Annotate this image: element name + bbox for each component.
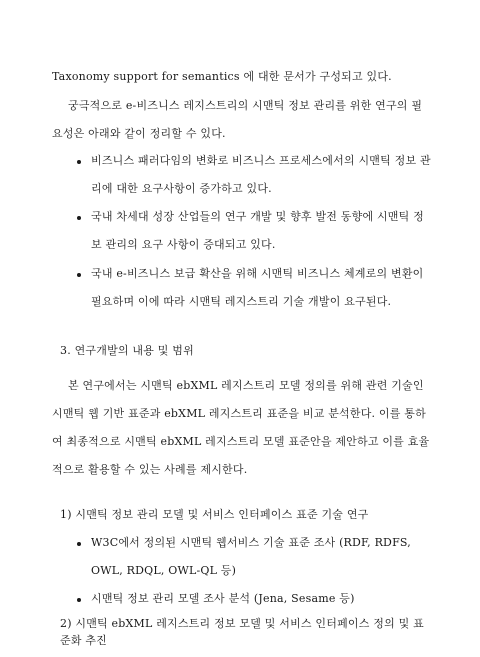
intro-line-1: Taxonomy support for semantics 에 대한 문서가 구성되고 있다. xyxy=(52,70,392,83)
intro-line-3: 요성은 아래와 같이 정리할 수 있다. xyxy=(52,127,226,140)
body-line-3: 여 최종적으로 시맨틱 ebXML 레지스트리 모델 표준안을 제안하고 이를 효율 xyxy=(52,435,430,448)
bullet-1-3-line-1: 국내 e-비즈니스 보급 확산을 위해 시맨틱 비즈니스 체계로의 변환이 xyxy=(91,267,424,280)
body-line-2: 시맨틱 웹 기반 표준과 ebXML 레지스트리 표준을 비교 분석한다. 이를 통하 xyxy=(52,407,426,420)
item-1-title: 1) 시맨틱 정보 관리 모델 및 서비스 인터페이스 표준 기술 연구 xyxy=(60,508,369,521)
body-line-4: 적으로 활용할 수 있는 사례를 제시한다. xyxy=(52,463,248,476)
bullet-1-1-line-1: 비즈니스 패러다임의 변화로 비즈니스 프로세스에서의 시맨틱 정보 관 xyxy=(91,154,431,167)
item-1-bullet-1-line-1: W3C에서 정의된 시맨틱 웹서비스 기술 표준 조사 (RDF, RDFS, xyxy=(91,536,411,549)
bullet-dot xyxy=(77,273,81,277)
bullet-dot xyxy=(77,216,81,220)
section-heading: 3. 연구개발의 내용 및 범위 xyxy=(60,344,194,357)
item-1-bullet-2: 시맨틱 정보 관리 모델 조사 분석 (Jena, Sesame 등) xyxy=(91,592,355,605)
bullet-dot xyxy=(77,598,81,602)
bullet-1-3-line-2: 필요하며 이에 따라 시맨틱 레지스트리 기술 개발이 요구된다. xyxy=(91,295,392,308)
body-line-1: 본 연구에서는 시맨틱 ebXML 레지스트리 모델 정의를 위해 관련 기술인 xyxy=(68,379,424,392)
item-1-bullet-1-line-2: OWL, RDQL, OWL-QL 등) xyxy=(91,564,237,577)
bullet-1-2-line-1: 국내 차세대 성장 산업들의 연구 개발 및 향후 발전 동향에 시맨틱 정 xyxy=(91,210,424,223)
bullet-dot xyxy=(77,160,81,164)
bullet-1-2-line-2: 보 관리의 요구 사항이 증대되고 있다. xyxy=(91,238,276,251)
bullet-1-1-line-2: 리에 대한 요구사항이 증가하고 있다. xyxy=(91,182,272,195)
bullet-dot xyxy=(77,542,81,546)
item-2-title-line-1: 2) 시맨틱 ebXML 레지스트리 정보 모델 및 서비스 인터페이스 정의 및 표 xyxy=(60,617,424,630)
item-2-title-line-2: 준화 추진 xyxy=(60,634,108,647)
intro-line-2: 궁극적으로 e-비즈니스 레지스트리의 시맨틱 정보 관리를 위한 연구의 필 xyxy=(68,99,423,112)
